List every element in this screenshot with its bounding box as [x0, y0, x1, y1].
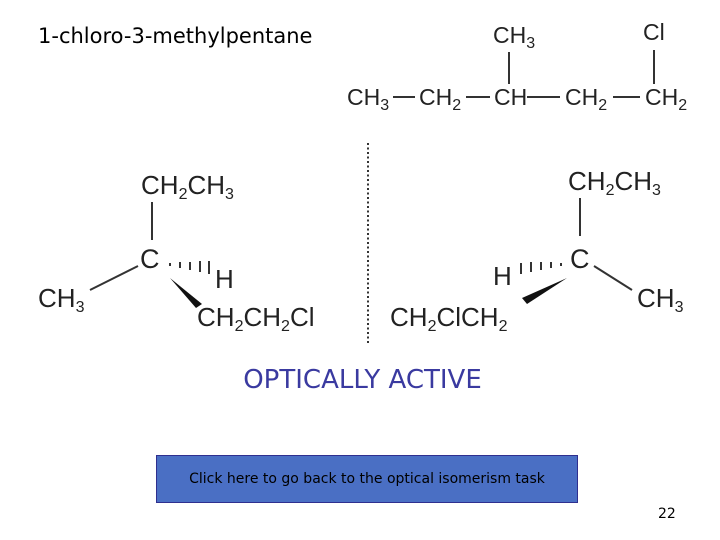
chain-carbon-2: $CH_2$ [419, 84, 462, 114]
chain-carbon-3: CH [494, 84, 528, 110]
right-bond-methyl [594, 266, 632, 290]
left-hashed-bond [170, 261, 209, 274]
left-bond-methyl [90, 266, 138, 290]
left-ethyl-group: CH2CH3 [141, 170, 234, 203]
right-hydrogen: H [493, 261, 512, 291]
left-enantiomer [38, 170, 315, 335]
right-ethyl-group: CH2CH3 [568, 166, 661, 199]
optical-activity-status: OPTICALLY ACTIVE [243, 365, 482, 395]
right-chiral-carbon: C [570, 244, 590, 274]
chlorine-substituent-label: Cl [643, 19, 665, 45]
right-chloroethyl-group: CH2ClCH2 [390, 302, 508, 335]
left-chiral-carbon: C [140, 244, 160, 274]
left-chloroethyl-group: CH2CH2Cl [197, 302, 315, 335]
right-wedge-bond [522, 278, 567, 304]
chain-carbon-1: $CH_3$ [347, 84, 390, 114]
back-to-task-button[interactable] [156, 455, 578, 503]
chain-carbon-4: $CH_2$ [565, 84, 608, 114]
compound-name: 1-chloro-3-methylpentane [38, 24, 313, 48]
condensed-formula [347, 19, 687, 114]
chain-carbon-5: $CH_2$ [645, 84, 688, 114]
left-methyl-group: CH3 [38, 283, 85, 316]
right-methyl-group: CH3 [637, 283, 684, 316]
page-number: 22 [658, 506, 676, 522]
right-enantiomer [390, 166, 684, 335]
methyl-substituent-label: $CH_3$ [493, 22, 536, 52]
left-hydrogen: H [215, 264, 234, 294]
back-to-task-label: Click here to go back to the optical isomerism task [189, 471, 545, 487]
right-hashed-bond [521, 262, 561, 274]
